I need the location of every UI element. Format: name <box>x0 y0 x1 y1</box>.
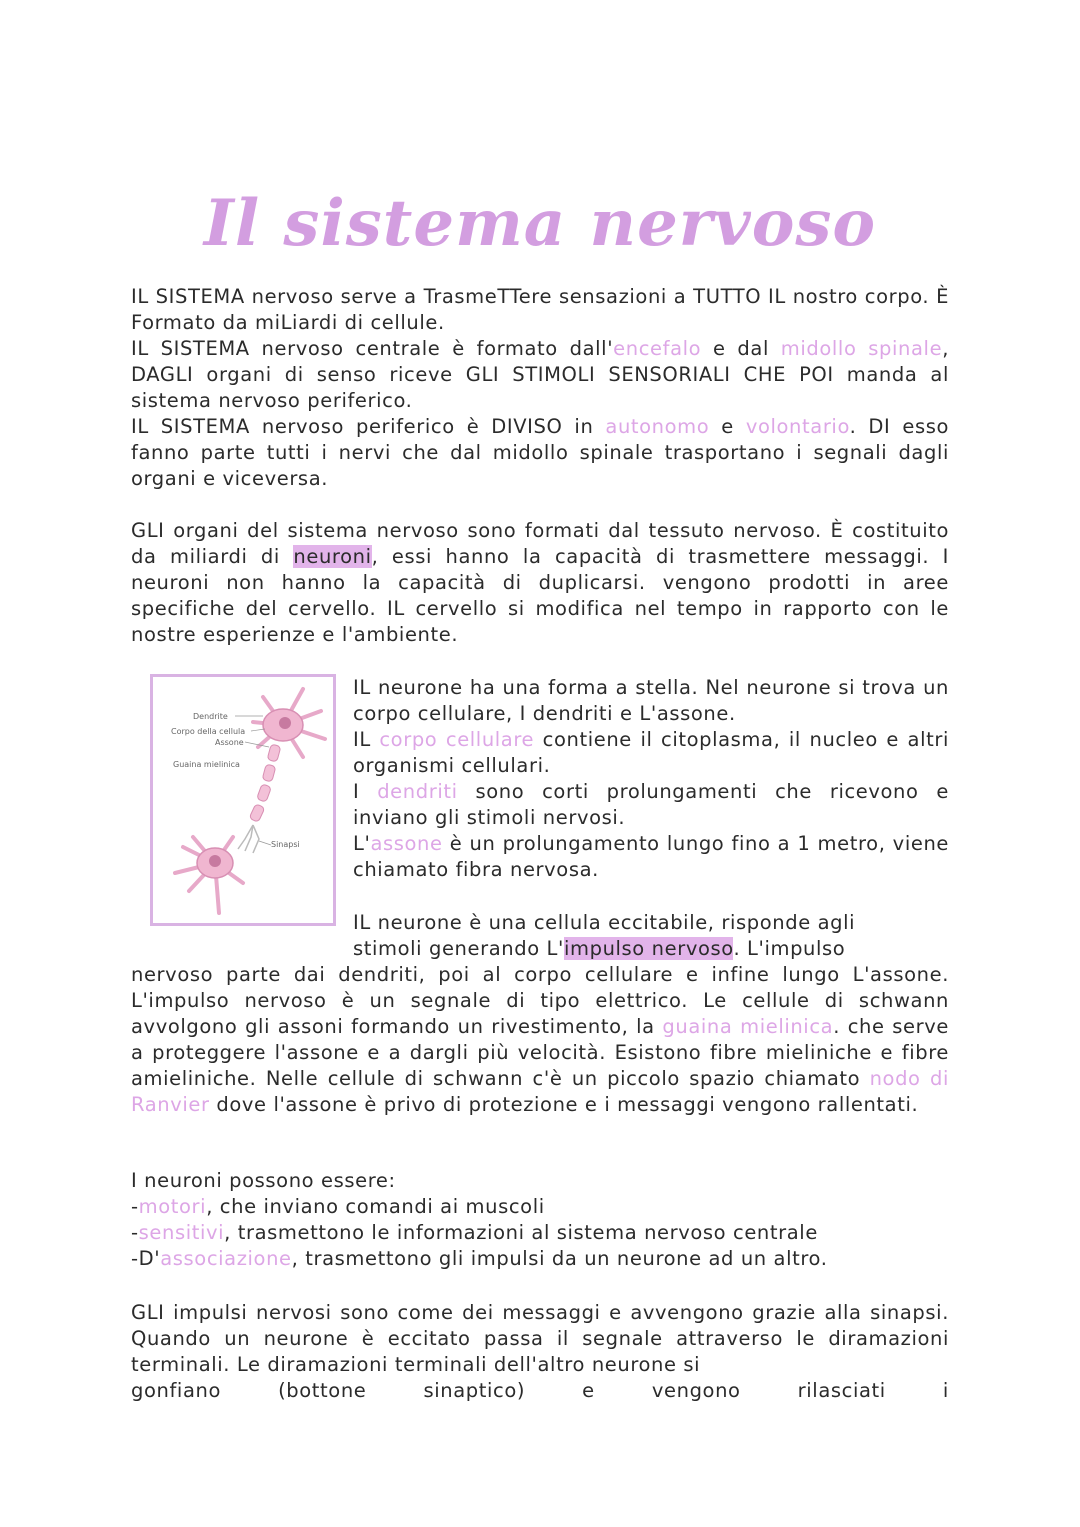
line: IL neurone è una cellula eccitabile, risponde agli <box>353 911 856 934</box>
sentence: IL corpo cellulare contiene il citoplasma, il nucleo e altri organismi cellulari. <box>353 728 949 777</box>
list-item: -D'associazione, trasmettono gli impulsi da un neurone ad un altro. <box>131 1247 828 1270</box>
label-assone: Assone <box>215 738 244 747</box>
keyword-midollo-spinale: midollo spinale <box>780 337 943 360</box>
word: (bottone <box>278 1379 367 1402</box>
page-title: Il sistema nervoso <box>203 186 877 261</box>
list-item: -sensitivi, trasmettono le informazioni al sistema nervoso centrale <box>131 1221 818 1244</box>
word: gonfiano <box>131 1379 221 1402</box>
sentence: nervoso parte dai dendriti, poi al corpo cellulare e infine lungo L'assone. L'impulso nervoso è un segnale di tipo elettrico. Le cellule di schwann avvolgono gli assoni formando un rivestimento, la guaina mielinica. che serve a proteggere l'assone e a dargli più velocità. Esistono fibre mieliniche e fibre amieliniche. Nelle cellule di schwann c'è un piccolo spazio chiamato nodo di Ranvier dove l'assone è privo di protezione e i messaggi vengono rallentati. <box>131 963 949 1116</box>
sentence: IL SISTEMA nervoso serve a TrasmeTTere sensazioni a TUTTO IL nostro corpo. È Formato da miLiardi di cellule. <box>131 285 949 334</box>
keyword-encefalo: encefalo <box>613 337 702 360</box>
keyword-autonomo: autonomo <box>605 415 710 438</box>
label-guaina-mielinica: Guaina mielinica <box>173 760 240 769</box>
sentence: L'assone è un prolungamento lungo fino a 1 metro, viene chiamato fibra nervosa. <box>353 832 949 881</box>
highlight-neuroni: neuroni <box>293 545 372 568</box>
paragraph-sinapsi <box>131 1300 949 1404</box>
keyword-dendriti: dendriti <box>377 780 458 803</box>
sentence: GLI organi del sistema nervoso sono formati dal tessuto nervoso. È costituito da miliardi di neuroni, essi hanno la capacità di trasmettere messaggi. I neuroni non hanno la capacità di duplicarsi. vengono prodotti in aree specifiche del cervello. IL cervello si modifica nel tempo in rapporto con le nostre esperienze e l'ambiente. <box>131 519 949 646</box>
label-sinapsi: Sinapsi <box>271 840 300 849</box>
paragraph-organi <box>131 518 949 648</box>
word: i <box>942 1379 949 1402</box>
paragraph-sistema-nervoso <box>131 284 949 492</box>
keyword-assone: assone <box>370 832 443 855</box>
paragraph-impulso <box>131 910 949 1118</box>
word: rilasciati <box>797 1379 886 1402</box>
neuron-types-list <box>131 1168 949 1272</box>
sentence: IL SISTEMA nervoso periferico è DIVISO in autonomo e volontario. DI esso fanno parte tutti i nervi che dal midollo spinale trasportano i segnali dagli organi e viceversa. <box>131 415 949 490</box>
paragraph-neurone <box>353 675 949 883</box>
keyword-nodo-ranvier: nodo di Ranvier <box>131 1067 949 1116</box>
neuron-diagram <box>150 674 336 926</box>
word: e <box>582 1379 595 1402</box>
sentence: IL SISTEMA nervoso centrale è formato dall'encefalo e dal midollo spinale, DAGLI organi di senso riceve GLI STIMOLI SENSORIALI CHE POI manda al sistema nervoso periferico. <box>131 337 949 412</box>
neuron-illustration <box>153 677 333 923</box>
sentence: GLI impulsi nervosi sono come dei messaggi e avvengono grazie alla sinapsi. Quando un neurone è eccitato passa il segnale attraverso le diramazioni terminali. Le diramazioni terminali dell'altro neurone si <box>131 1301 949 1376</box>
highlight-impulso-nervoso: impulso nervoso <box>563 937 734 960</box>
word: vengono <box>651 1379 741 1402</box>
keyword-volontario: volontario <box>745 415 850 438</box>
word: sinaptico) <box>423 1379 526 1402</box>
label-dendrite: Dendrite <box>193 712 228 721</box>
keyword-guaina-mielinica: guaina mielinica <box>662 1015 834 1038</box>
keyword-corpo-cellulare: corpo cellulare <box>379 728 535 751</box>
last-line <box>131 1378 949 1404</box>
list-item: -motori, che inviano comandi ai muscoli <box>131 1195 545 1218</box>
label-corpo-cellula: Corpo della cellula <box>171 727 246 736</box>
sentence: I dendriti sono corti prolungamenti che ricevono e inviano gli stimoli nervosi. <box>353 780 949 829</box>
keyword-motori: motori <box>138 1195 207 1218</box>
sentence: IL neurone ha una forma a stella. Nel neurone si trova un corpo cellulare, I dendriti e L'assone. <box>353 676 949 725</box>
keyword-sensitivi: sensitivi <box>138 1221 225 1244</box>
line: stimoli generando L'impulso nervoso. L'impulso <box>353 937 846 960</box>
list-intro: I neuroni possono essere: <box>131 1169 396 1192</box>
keyword-associazione: associazione <box>160 1247 292 1270</box>
